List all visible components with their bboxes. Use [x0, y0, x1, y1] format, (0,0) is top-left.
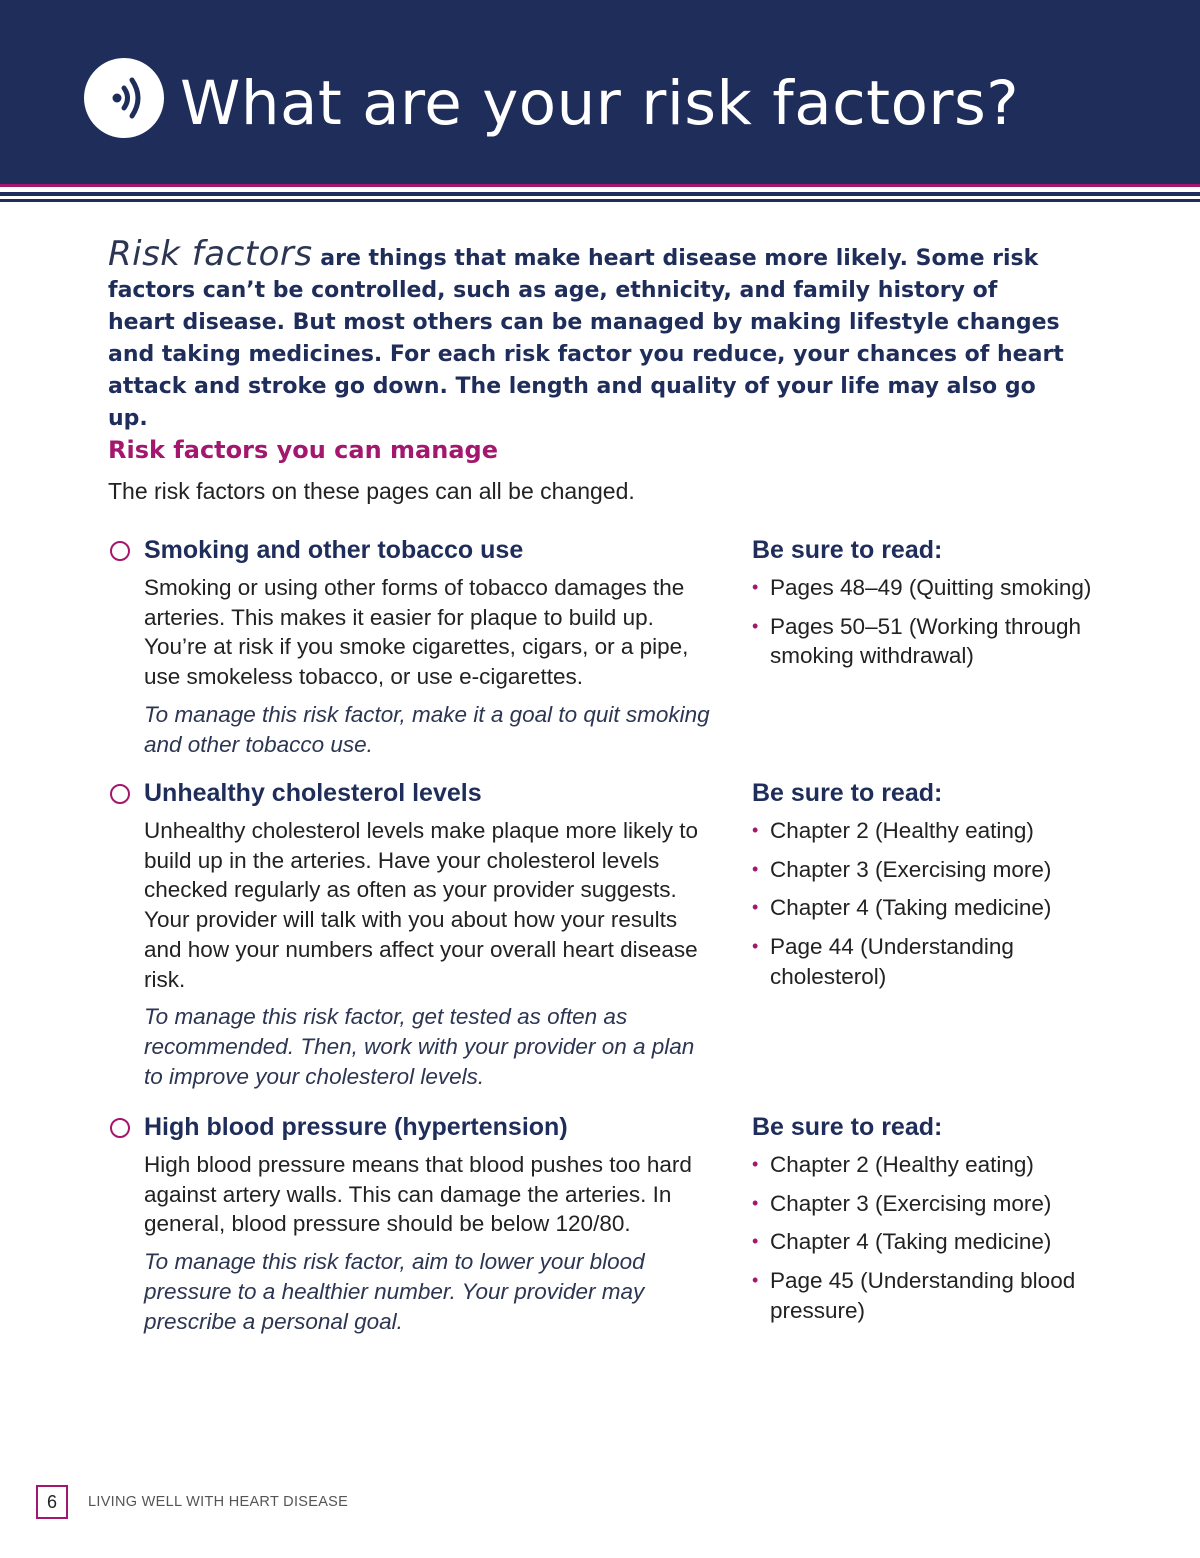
read-box-smoking	[752, 535, 1132, 680]
risk-body	[144, 816, 714, 1091]
risk-description: Unhealthy cholesterol levels make plaque more likely to build up in the arteries. Have your cholesterol levels checked regularly as often as your provider suggests. Your provider will talk with you about how your results and how your numbers affect your overall heart disease risk.	[144, 818, 699, 992]
read-list-item: • Chapter 3 (Exercising more)	[752, 1189, 1132, 1219]
checkbox-circle[interactable]	[110, 541, 130, 561]
bullet-icon: •	[752, 820, 759, 840]
read-heading: Be sure to read:	[752, 779, 943, 807]
page-number: 6	[36, 1485, 68, 1519]
risk-heading: High blood pressure (hypertension)	[144, 1113, 568, 1141]
audio-sound-icon	[84, 58, 164, 138]
read-list-item: • Chapter 2 (Healthy eating)	[752, 816, 1132, 846]
bullet-icon: •	[752, 1231, 759, 1252]
read-list	[752, 573, 1132, 671]
risk-body	[144, 1150, 714, 1336]
section-subtitle: The risk factors on these pages can all be changed.	[108, 478, 635, 504]
read-list-item: • Chapter 3 (Exercising more)	[752, 855, 1132, 885]
read-list-item: • Pages 48–49 (Quitting smoking)	[752, 573, 1132, 603]
risk-body	[144, 573, 714, 759]
read-list-item: • Chapter 2 (Healthy eating)	[752, 1150, 1132, 1180]
intro-paragraph	[108, 234, 1068, 435]
intro-lead: Risk factors	[108, 234, 313, 274]
bullet-icon: •	[752, 897, 759, 918]
bullet-icon: •	[752, 1270, 759, 1291]
bullet-icon: •	[752, 615, 759, 636]
read-list-item: • Page 44 (Understanding cholesterol)	[752, 934, 1014, 989]
read-heading: Be sure to read:	[752, 1113, 943, 1141]
read-box-blood-pressure	[752, 1112, 1132, 1335]
intro-text: are things that make heart disease more likely. Some risk factors can’t be controlled, such as age, ethnicity, and family history of heart disease. But most others can be managed by making lifestyle changes and taking medicines. For each risk factor you reduce, your chances of heart attack and stroke go down. The length and quality of your life may also go up.	[108, 246, 1064, 431]
read-list-item: • Chapter 4 (Taking medicine)	[752, 1227, 1132, 1257]
risk-heading: Smoking and other tobacco use	[144, 536, 524, 564]
section-title: Risk factors you can manage	[108, 436, 498, 464]
page-title: What are your risk factors?	[180, 68, 1020, 139]
bullet-icon: •	[752, 577, 759, 597]
header-stripe	[0, 184, 1200, 187]
bullet-icon: •	[752, 1192, 759, 1213]
risk-heading: Unhealthy cholesterol levels	[144, 779, 482, 807]
risk-note: To manage this risk factor, make it a goal to quit smoking and other tobacco use.	[144, 701, 710, 757]
bullet-icon: •	[752, 858, 759, 879]
read-list-item: • Page 45 (Understanding blood pressure)	[752, 1268, 1076, 1323]
header-stripe	[0, 199, 1200, 202]
header-stripe	[0, 192, 1200, 196]
risk-description: High blood pressure means that blood pushes too hard against artery walls. This can damage the arteries. In general, blood pressure should be below 120/80.	[144, 1152, 692, 1237]
read-box-cholesterol	[752, 778, 1132, 1001]
read-list-item: • Chapter 4 (Taking medicine)	[752, 893, 1132, 923]
read-list	[752, 816, 1132, 992]
footer-title: LIVING WELL WITH HEART DISEASE	[88, 1494, 349, 1510]
bullet-icon: •	[752, 936, 759, 957]
read-heading: Be sure to read:	[752, 536, 943, 564]
read-list-item: • Pages 50–51 (Working through smoking withdrawal)	[752, 613, 1082, 669]
risk-note: To manage this risk factor, aim to lower your blood pressure to a healthier number. Your provider may prescribe a personal goal.	[144, 1249, 645, 1334]
bullet-icon: •	[752, 1154, 759, 1174]
checkbox-circle[interactable]	[110, 1118, 130, 1138]
risk-note: To manage this risk factor, get tested as often as recommended. Then, work with your provider on a plan to improve your cholesterol levels.	[144, 1004, 695, 1089]
read-list	[752, 1150, 1132, 1326]
risk-description: Smoking or using other forms of tobacco damages the arteries. This makes it easier for plaque to build up. You’re at risk if you smoke cigarettes, cigars, or a pipe, use smokeless tobacco, or use e-cigarettes.	[144, 575, 689, 690]
checkbox-circle[interactable]	[110, 784, 130, 804]
